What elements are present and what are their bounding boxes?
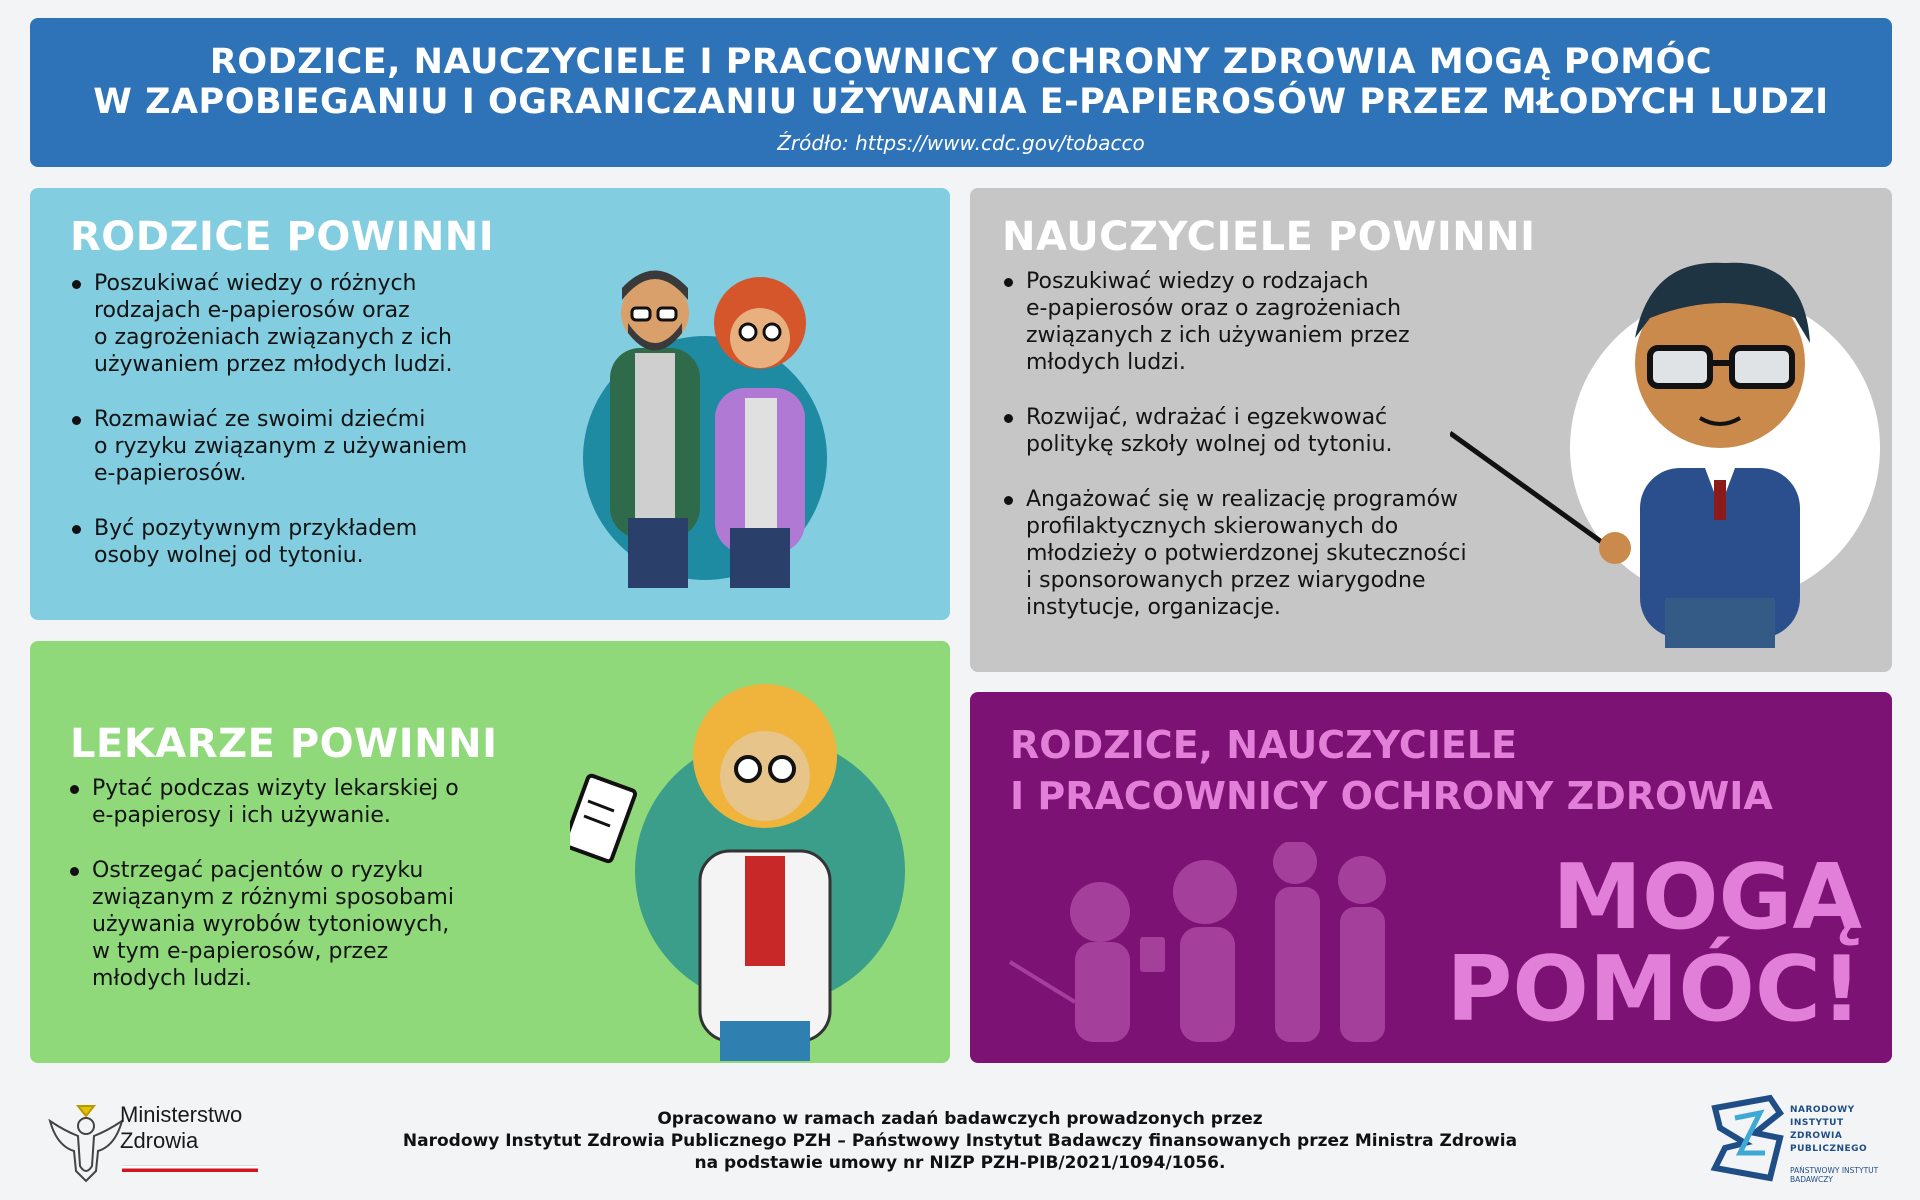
- list-item: Rozwijać, wdrażać i egzekwować politykę szkoły wolnej od tytoniu.: [1004, 404, 1504, 458]
- pzh-subtitle: PAŃSTWOWY INSTYTUT BADAWCZY: [1790, 1166, 1879, 1184]
- summary-panel: [970, 692, 1892, 1063]
- parents-panel: [30, 188, 950, 620]
- summary-slogan: MOGĄ POMÓC!: [1446, 845, 1862, 1042]
- list-item: Poszukiwać wiedzy o różnych rodzajach e-papierosów oraz o zagrożeniach związanych z ich używaniem przez młodych ludzi.: [72, 270, 492, 378]
- page-title-line1: RODZICE, NAUCZYCIELE I PRACOWNICY OCHRONY ZDROWIA MOGĄ POMÓC: [209, 42, 1713, 82]
- teachers-title: NAUCZYCIELE POWINNI: [1002, 214, 1536, 260]
- ministry-flag-stripe: [122, 1165, 258, 1172]
- doctors-panel: [30, 641, 950, 1063]
- list-item: Pytać podczas wizyty lekarskiej o e-papierosy i ich używanie.: [70, 775, 490, 829]
- teachers-list: [1004, 268, 1504, 649]
- list-item: Być pozytywnym przykładem osoby wolnej od tytoniu.: [72, 515, 492, 569]
- parents-illustration: [550, 228, 910, 588]
- list-item: Rozmawiać ze swoimi dziećmi o ryzyku związanym z używaniem e-papierosów.: [72, 406, 492, 487]
- parents-title: RODZICE POWINNI: [70, 214, 495, 260]
- list-item: Angażować się w realizację programów profilaktycznych skierowanych do młodzieży o potwierdzonej skuteczności i sponsorowanych przez wiarygodne instytucje, organizacje.: [1004, 486, 1504, 621]
- parents-list: [72, 270, 492, 597]
- footer: [0, 1078, 1920, 1200]
- summary-title: RODZICE, NAUCZYCIELE I PRACOWNICY OCHRONY ZDROWIA: [1010, 723, 1773, 818]
- pzh-name: NARODOWY INSTYTUT ZDROWIA PUBLICZNEGO: [1790, 1105, 1868, 1154]
- footer-credits: Opracowano w ramach zadań badawczych prowadzonych przez Narodowy Instytut Zdrowia Publicznego PZH – Państwowy Instytut Badawczy finansowanych przez Ministra Zdrowia na podstawie umowy nr NIZP PZH-PIB/2021/1094/1056.: [402, 1109, 1518, 1173]
- doctor-illustration: [570, 661, 930, 1061]
- teachers-panel: [970, 188, 1892, 672]
- ministry-name: Ministerstwo Zdrowia: [120, 1102, 243, 1153]
- teacher-illustration: [1450, 218, 1880, 658]
- source-note: Źródło: https://www.cdc.gov/tobacco: [777, 131, 1145, 155]
- list-item: Ostrzegać pacjentów o ryzyku związanym z różnymi sposobami używania wyrobów tytoniowych, w tym e-papierosów, przez młodych ludzi.: [70, 857, 490, 992]
- header-banner: [30, 18, 1892, 167]
- list-item: Poszukiwać wiedzy o rodzajach e-papierosów oraz o zagrożeniach związanych z ich używaniem przez młodych ludzi.: [1004, 268, 1504, 376]
- group-illustration: [990, 842, 1390, 1052]
- page-title-line2: W ZAPOBIEGANIU I OGRANICZANIU UŻYWANIA E-PAPIEROSÓW PRZEZ MŁODYCH LUDZI: [93, 82, 1829, 122]
- doctors-list: [70, 775, 490, 1020]
- doctors-title: LEKARZE POWINNI: [70, 721, 498, 767]
